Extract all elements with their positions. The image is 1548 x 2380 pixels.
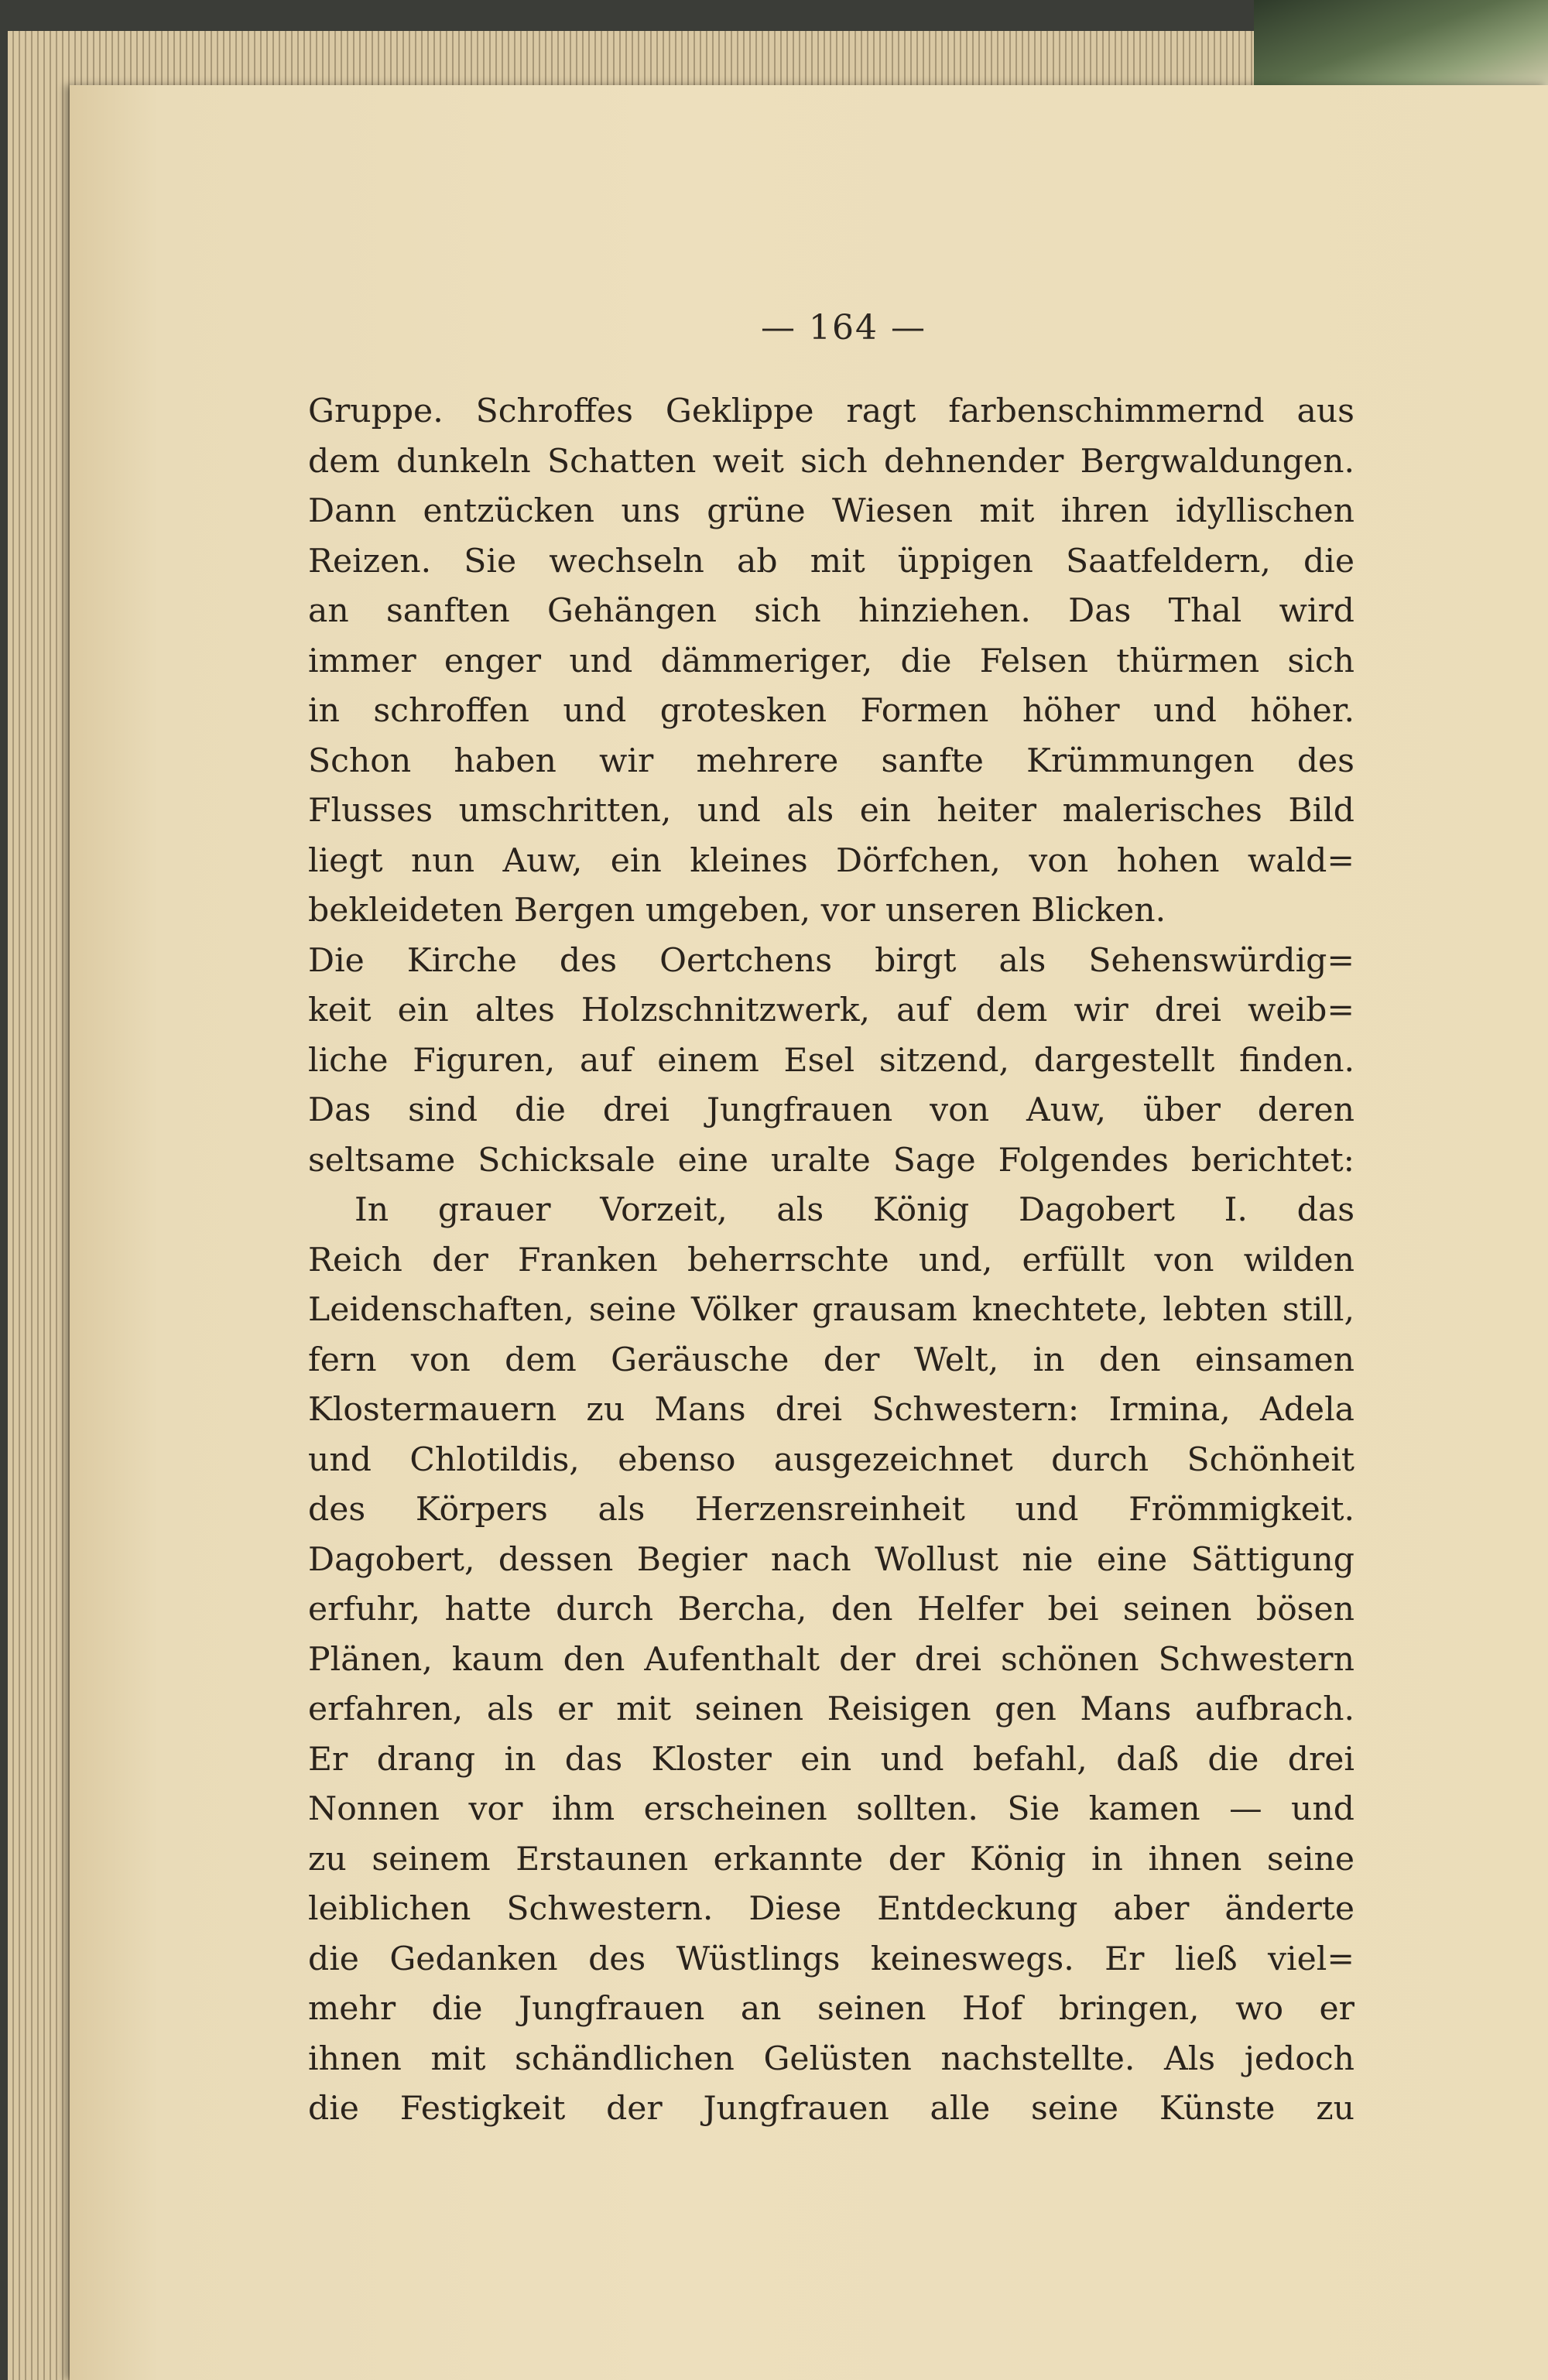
text-line: Plänen, kaum den Aufenthalt der drei schönen Schwestern	[308, 1640, 1354, 1679]
text-line: leiblichen Schwestern. Diese Entdeckung aber änderte	[308, 1890, 1354, 1928]
text-line: liche Figuren, auf einem Esel sitzend, dargestellt finden.	[308, 1041, 1354, 1080]
text-line: die Festigkeit der Jungfrauen alle seine Künste zu	[308, 2090, 1354, 2128]
text-line: Das sind die drei Jungfrauen von Auw, über deren	[308, 1091, 1354, 1129]
text-line: erfahren, als er mit seinen Reisigen gen Mans aufbrach.	[308, 1690, 1354, 1728]
text-line: in schroffen und grotesken Formen höher und höher.	[308, 692, 1354, 730]
text-line: die Gedanken des Wüstlings keineswegs. Er ließ viel=	[308, 1940, 1354, 1978]
text-line: Dagobert, dessen Begier nach Wollust nie eine Sättigung	[308, 1540, 1354, 1579]
text-line: erfuhr, hatte durch Bercha, den Helfer bei seinen bösen	[308, 1591, 1354, 1628]
body-text	[308, 387, 1354, 2135]
text-line: In grauer Vorzeit, als König Dagobert I. das	[354, 1191, 1354, 1229]
text-line: an sanften Gehängen sich hinziehen. Das Thal wird	[308, 592, 1354, 630]
text-line: und Chlotildis, ebenso ausgezeichnet durch Schönheit	[308, 1440, 1354, 1479]
text-line: Er drang in das Kloster ein und befahl, daß die drei	[308, 1740, 1354, 1779]
text-line: Nonnen vor ihm erscheinen sollten. Sie kamen — und	[308, 1790, 1354, 1828]
text-line: mehr die Jungfrauen an seinen Hof bringen, wo er	[308, 1990, 1354, 2028]
text-line: Klostermauern zu Mans drei Schwestern: Irmina, Adela	[308, 1391, 1354, 1429]
text-line: seltsame Schicksale eine uralte Sage Folgendes berichtet:	[308, 1141, 1354, 1180]
text-line: Schon haben wir mehrere sanfte Krümmungen des	[308, 741, 1354, 780]
text-line: zu seinem Erstaunen erkannte der König in ihnen seine	[308, 1840, 1354, 1878]
text-line: Die Kirche des Oertchens birgt als Sehenswürdig=	[308, 941, 1354, 980]
text-line: des Körpers als Herzensreinheit und Frömmigkeit.	[308, 1491, 1354, 1529]
book-cover-edge	[1254, 0, 1548, 93]
text-line: keit ein altes Holzschnitzwerk, auf dem wir drei weib=	[308, 991, 1354, 1029]
page-number: — 164 —	[761, 308, 926, 348]
text-line: Gruppe. Schroffes Geklippe ragt farbenschimmernd aus	[308, 392, 1354, 430]
text-line: fern von dem Geräusche der Welt, in den einsamen	[308, 1341, 1354, 1379]
text-line: Leidenschaften, seine Völker grausam knechtete, lebten still,	[308, 1291, 1354, 1329]
text-line: dem dunkeln Schatten weit sich dehnender Bergwaldungen.	[308, 442, 1354, 481]
text-line: Flusses umschritten, und als ein heiter malerisches Bild	[308, 792, 1354, 830]
text-line: liegt nun Auw, ein kleines Dörfchen, von hohen wald=	[308, 841, 1354, 880]
text-line: ihnen mit schändlichen Gelüsten nachstellte. Als jedoch	[308, 2039, 1354, 2078]
text-line: bekleideten Bergen umgeben, vor unseren Blicken.	[308, 892, 1166, 930]
text-line: immer enger und dämmeriger, die Felsen thürmen sich	[308, 642, 1354, 680]
text-line: Reich der Franken beherrschte und, erfüllt von wilden	[308, 1241, 1354, 1279]
text-line: Dann entzücken uns grüne Wiesen mit ihren idyllischen	[308, 492, 1354, 530]
text-line: Reizen. Sie wechseln ab mit üppigen Saatfeldern, die	[308, 542, 1354, 580]
